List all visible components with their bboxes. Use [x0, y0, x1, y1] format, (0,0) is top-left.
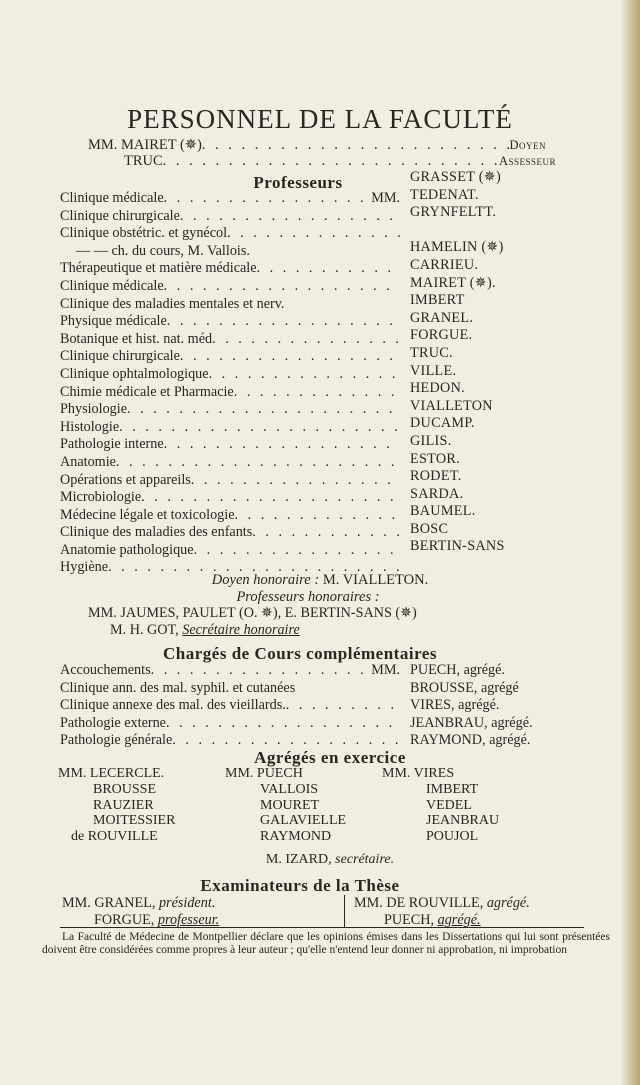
prof-name: HEDON.: [410, 380, 465, 397]
page-edge: [620, 0, 640, 1085]
agrege-name: de ROUVILLE: [71, 829, 158, 845]
professeurs-heading: Professeurs: [253, 173, 343, 192]
agrege-name: RAUZIER: [93, 797, 154, 813]
examinateurs-heading: Examinateurs de la Thèse: [200, 876, 400, 895]
prof-course: Clinique chirurgicale: [60, 348, 180, 365]
prof-name: TRUC.: [410, 344, 453, 361]
charge-row: [60, 662, 400, 680]
dot-leader: [252, 524, 400, 542]
prof-row: [60, 472, 400, 490]
prof-course: Médecine légale et toxicologie: [60, 506, 235, 523]
agrege-name: VIRES: [413, 766, 455, 781]
secretaire-name: M. IZARD,: [265, 852, 332, 867]
charges-list: [60, 662, 400, 750]
prof-row: [60, 542, 400, 560]
prof-course: Clinique médicale: [60, 190, 164, 206]
examinateur-name: FORGUE,: [94, 911, 155, 928]
charge-name: VIRES, agrégé.: [410, 697, 500, 714]
charge-course: Pathologie générale: [60, 732, 173, 749]
agreges-heading: Agrégés en exercice: [254, 748, 406, 767]
prof-row: [60, 384, 400, 402]
examinateurs-divider: [344, 895, 345, 928]
agrege-name: JEANBRAU: [426, 813, 500, 829]
examinateur-name: MM. DE ROUVILLE,: [354, 895, 484, 911]
agrege-name: PUECH: [256, 766, 303, 781]
prof-name: GRASSET (✵): [410, 169, 501, 185]
prof-name: BERTIN-SANS: [410, 538, 505, 555]
doyen-honoraire-name: M. VIALLETON.: [322, 572, 429, 588]
assesseur-name: TRUC: [124, 153, 163, 169]
dot-leader: [151, 662, 368, 680]
examinateurs-right: [354, 895, 530, 928]
prof-row: [60, 331, 400, 349]
charge-mm: MM.: [371, 662, 400, 678]
prof-course: Thérapeutique et matière médicale: [60, 260, 257, 277]
prof-course: Hygiène: [60, 559, 109, 576]
agrege-name: VALLOIS: [260, 781, 319, 797]
prof-name: HAMELIN (✵): [410, 239, 504, 256]
prof-row: [60, 507, 400, 525]
prof-name: IMBERT: [410, 292, 465, 309]
examinateur-name: MM. GRANEL,: [62, 895, 156, 911]
dot-leader: [164, 436, 400, 454]
charge-row: [60, 697, 400, 715]
prof-row: [60, 454, 400, 472]
agreges-secretaire: [0, 852, 640, 868]
prof-course: Anatomie pathologique: [60, 541, 194, 558]
dot-leader: [194, 542, 400, 560]
dot-leader: [164, 190, 368, 208]
doyen-honoraire-label: Doyen honoraire :: [211, 572, 320, 588]
agreges-col2-prefix: MM.: [225, 766, 254, 781]
prof-row: [60, 419, 400, 437]
prof-row: [60, 208, 400, 226]
prof-row: [60, 225, 400, 243]
prof-row: [60, 278, 400, 296]
prof-course: Clinique des maladies des enfants: [60, 524, 253, 541]
dot-leader: [141, 489, 400, 507]
charge-course: Clinique ann. des mal. syphil. et cutanées: [60, 679, 296, 696]
dot-leader: [127, 401, 400, 419]
prof-mm: MM.: [371, 190, 400, 206]
prof-course: Clinique ophtalmologique: [60, 365, 209, 382]
agreges-col3: [382, 766, 499, 845]
dot-leader: [164, 278, 400, 296]
charge-name: BROUSSE, agrégé: [410, 679, 519, 696]
prof-name: TEDENAT.: [410, 186, 479, 203]
agreges-col1-prefix: MM.: [58, 766, 87, 781]
prof-course: Botanique et hist. nat. méd: [60, 330, 213, 347]
footnote-rule: [60, 927, 584, 928]
agrege-name: LECERCLE.: [89, 766, 165, 781]
examinateur-role: président.: [158, 895, 216, 911]
prof-course: Physique médicale: [60, 313, 167, 330]
dot-leader: [166, 715, 400, 733]
agreges-col3-prefix: MM.: [382, 766, 411, 781]
prof-name: GILIS.: [410, 432, 452, 449]
professeurs-names: [410, 169, 505, 556]
prof-course: Clinique des maladies mentales et nerv.: [60, 295, 285, 312]
prof-name: RODET.: [410, 468, 462, 485]
secretaire-honoraire: [110, 622, 300, 639]
dot-leader: [191, 472, 400, 490]
prof-row: [60, 313, 400, 331]
charge-name: RAYMOND, agrégé.: [410, 732, 531, 749]
secretaire-label: secrétaire.: [335, 852, 395, 867]
prof-name: VILLE.: [410, 362, 457, 379]
prof-course: — — ch. du cours, M. Vallois.: [76, 242, 250, 259]
dot-leader: [212, 331, 400, 349]
prof-name: VIALLETON: [410, 397, 493, 414]
assesseur-role: Assesseur: [498, 154, 556, 168]
prof-name: CARRIEU.: [410, 256, 479, 273]
charge-row: [60, 715, 400, 733]
agrege-name: VEDEL: [426, 797, 472, 813]
examinateur-name: PUECH,: [384, 911, 435, 928]
prof-row: [60, 296, 400, 314]
prof-row: [60, 260, 400, 278]
officer-doyen: [88, 137, 546, 154]
dot-leader: [167, 313, 400, 331]
dot-leader: [163, 153, 499, 170]
dot-leader: [227, 225, 400, 243]
prof-course: Clinique médicale: [60, 277, 164, 294]
agrege-name: GALAVIELLE: [260, 813, 347, 829]
prof-name: ESTOR.: [410, 450, 461, 467]
dot-leader: [286, 697, 400, 715]
agrege-name: MOURET: [260, 797, 320, 813]
prof-course: Clinique obstétric. et gynécol: [60, 225, 228, 242]
professeurs-honoraires-label: Professeurs honoraires :: [236, 589, 380, 605]
examinateur-role: agrégé.: [437, 911, 481, 928]
secretaire-honoraire-name: M. H. GOT,: [110, 622, 179, 638]
examinateur-role: agrégé.: [486, 895, 530, 911]
dot-leader: [235, 507, 400, 525]
examinateurs-left: [62, 895, 219, 928]
prof-row: [60, 401, 400, 419]
agrege-name: IMBERT: [426, 781, 479, 797]
prof-name: MAIRET (✵).: [410, 274, 496, 291]
page-title: PERSONNEL DE LA FACULTÉ: [127, 104, 513, 134]
dot-leader: [209, 366, 400, 384]
prof-name: FORGUE.: [410, 327, 473, 344]
prof-course: Anatomie: [60, 453, 116, 470]
footnote: La Faculté de Médecine de Montpellier déclare que les opinions émises dans les Dissertations qui lui sont présentées doivent être considérées comme propres à leur auteur ; qu'elle n'entend leur donner ni approbation, ni improbation: [42, 931, 610, 956]
doyen-honoraire: [0, 572, 640, 589]
prof-row: [60, 366, 400, 384]
prof-course: Pathologie interne: [60, 436, 164, 453]
charge-row: [60, 680, 400, 698]
prof-row: [60, 489, 400, 507]
agreges-col1: [58, 766, 175, 845]
dot-leader: [257, 260, 400, 278]
prof-row: [60, 524, 400, 542]
prof-row: [60, 190, 400, 208]
charges-heading: Chargés de Cours complémentaires: [163, 644, 437, 663]
examinateur-role: professeur.: [157, 911, 220, 928]
agrege-name: POUJOL: [426, 829, 479, 845]
charge-name: PUECH, agrégé.: [410, 662, 505, 678]
prof-course: Histologie: [60, 418, 120, 435]
agrege-name: RAYMOND: [260, 829, 332, 845]
prof-course: Opérations et appareils: [60, 471, 191, 488]
prof-row: [60, 243, 400, 261]
prof-name: SARDA.: [410, 485, 464, 502]
prof-name: BAUMEL.: [410, 503, 476, 520]
agrege-name: BROUSSE: [93, 781, 157, 797]
charge-course: Accouchements: [60, 662, 151, 678]
professeurs-list: [60, 190, 400, 577]
charge-course: Pathologie externe: [60, 714, 166, 731]
prof-name: DUCAMP.: [410, 415, 475, 432]
prof-name: BOSC: [410, 520, 449, 537]
dot-leader: [116, 454, 400, 472]
prof-row: [60, 348, 400, 366]
prof-name: GRANEL.: [410, 309, 474, 326]
prof-name: GRYNFELTT.: [410, 204, 497, 221]
dot-leader: [180, 348, 400, 366]
officer-assesseur: [124, 153, 556, 170]
charge-name: JEANBRAU, agrégé.: [410, 714, 533, 731]
charge-course: Clinique annexe des mal. des vieillards.: [60, 697, 286, 714]
charges-names: [410, 662, 533, 750]
professeurs-honoraires-names: MM. JAUMES, PAULET (O. ✵), E. BERTIN-SANS (✵): [88, 605, 417, 621]
dot-leader: [119, 419, 400, 437]
doyen-role: Doyen: [509, 138, 546, 152]
prof-course: Chimie médicale et Pharmacie: [60, 383, 234, 400]
agrege-name: MOITESSIER: [93, 813, 176, 829]
prof-row: [60, 436, 400, 454]
secretaire-honoraire-label: Secrétaire honoraire: [182, 622, 300, 638]
doyen-name: MM. MAIRET (✵): [88, 137, 202, 153]
agreges-col2: [225, 766, 346, 845]
dot-leader: [180, 208, 400, 226]
dot-leader: [202, 137, 510, 154]
prof-course: Microbiologie: [60, 489, 142, 506]
prof-course: Physiologie: [60, 401, 128, 418]
prof-name: [410, 222, 505, 240]
dot-leader: [234, 384, 400, 402]
prof-course: Clinique chirurgicale: [60, 207, 180, 224]
